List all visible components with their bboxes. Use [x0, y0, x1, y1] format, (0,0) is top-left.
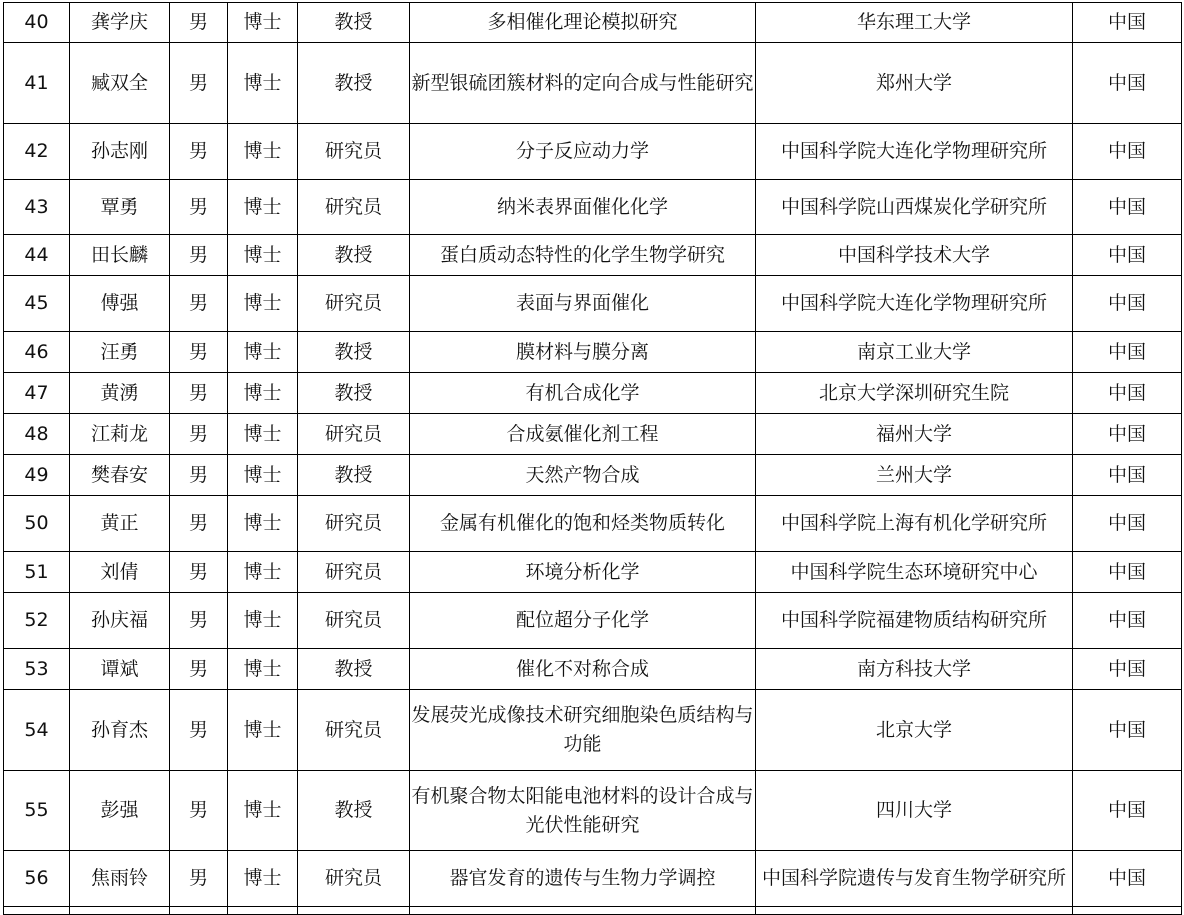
cell-country: 中国	[1073, 496, 1182, 552]
cell-country: 中国	[1073, 180, 1182, 235]
cell-degree: 博士	[228, 649, 298, 690]
cell-name: 臧双全	[70, 43, 170, 124]
cell-gender: 男	[170, 690, 228, 771]
cell-degree: 博士	[228, 552, 298, 593]
cell-partial	[228, 907, 298, 915]
cell-country: 中国	[1073, 593, 1182, 649]
cell-name: 彭强	[70, 771, 170, 851]
cell-research-field: 表面与界面催化	[410, 276, 756, 332]
cell-research-field: 有机合成化学	[410, 373, 756, 414]
table-row	[4, 235, 1182, 276]
cell-number: 48	[4, 414, 70, 455]
cell-research-field: 合成氨催化剂工程	[410, 414, 756, 455]
cell-title: 研究员	[298, 180, 410, 235]
cell-gender: 男	[170, 235, 228, 276]
cell-title: 教授	[298, 771, 410, 851]
awardee-table	[3, 2, 1182, 915]
cell-name: 江莉龙	[70, 414, 170, 455]
table-row-partial	[4, 907, 1182, 915]
cell-title: 研究员	[298, 552, 410, 593]
cell-number: 55	[4, 771, 70, 851]
cell-name: 焦雨铃	[70, 851, 170, 907]
cell-research-field: 金属有机催化的饱和烃类物质转化	[410, 496, 756, 552]
cell-country: 中国	[1073, 649, 1182, 690]
cell-name: 孙育杰	[70, 690, 170, 771]
cell-number: 56	[4, 851, 70, 907]
cell-country: 中国	[1073, 455, 1182, 496]
cell-degree: 博士	[228, 276, 298, 332]
cell-institution: 中国科学院遗传与发育生物学研究所	[756, 851, 1073, 907]
cell-name: 黄正	[70, 496, 170, 552]
cell-institution: 郑州大学	[756, 43, 1073, 124]
cell-institution: 中国科学院大连化学物理研究所	[756, 276, 1073, 332]
cell-title: 教授	[298, 3, 410, 43]
table-row	[4, 3, 1182, 43]
cell-name: 樊春安	[70, 455, 170, 496]
cell-research-field: 配位超分子化学	[410, 593, 756, 649]
cell-number: 42	[4, 124, 70, 180]
cell-title: 研究员	[298, 414, 410, 455]
cell-research-field: 蛋白质动态特性的化学生物学研究	[410, 235, 756, 276]
cell-institution: 南方科技大学	[756, 649, 1073, 690]
cell-country: 中国	[1073, 124, 1182, 180]
cell-gender: 男	[170, 496, 228, 552]
cell-name: 黄湧	[70, 373, 170, 414]
cell-gender: 男	[170, 180, 228, 235]
cell-research-field: 发展荧光成像技术研究细胞染色质结构与功能	[410, 690, 756, 771]
table-row	[4, 593, 1182, 649]
cell-degree: 博士	[228, 235, 298, 276]
cell-number: 50	[4, 496, 70, 552]
cell-partial	[298, 907, 410, 915]
cell-number: 40	[4, 3, 70, 43]
cell-title: 研究员	[298, 496, 410, 552]
cell-name: 田长麟	[70, 235, 170, 276]
cell-research-field: 纳米表界面催化化学	[410, 180, 756, 235]
cell-title: 研究员	[298, 593, 410, 649]
cell-gender: 男	[170, 332, 228, 373]
cell-degree: 博士	[228, 414, 298, 455]
table-row	[4, 851, 1182, 907]
cell-gender: 男	[170, 455, 228, 496]
cell-title: 教授	[298, 649, 410, 690]
cell-partial	[410, 907, 756, 915]
cell-gender: 男	[170, 552, 228, 593]
cell-number: 51	[4, 552, 70, 593]
cell-institution: 中国科学技术大学	[756, 235, 1073, 276]
table-row	[4, 43, 1182, 124]
cell-country: 中国	[1073, 851, 1182, 907]
cell-research-field: 分子反应动力学	[410, 124, 756, 180]
cell-degree: 博士	[228, 771, 298, 851]
cell-title: 研究员	[298, 124, 410, 180]
cell-country: 中国	[1073, 276, 1182, 332]
cell-country: 中国	[1073, 690, 1182, 771]
table-row	[4, 180, 1182, 235]
table-row	[4, 332, 1182, 373]
cell-title: 研究员	[298, 690, 410, 771]
cell-title: 教授	[298, 43, 410, 124]
cell-number: 53	[4, 649, 70, 690]
cell-number: 41	[4, 43, 70, 124]
table-row	[4, 771, 1182, 851]
cell-institution: 中国科学院山西煤炭化学研究所	[756, 180, 1073, 235]
cell-degree: 博士	[228, 332, 298, 373]
cell-gender: 男	[170, 649, 228, 690]
cell-country: 中国	[1073, 414, 1182, 455]
cell-name: 傅强	[70, 276, 170, 332]
cell-title: 教授	[298, 373, 410, 414]
cell-research-field: 有机聚合物太阳能电池材料的设计合成与光伏性能研究	[410, 771, 756, 851]
cell-institution: 兰州大学	[756, 455, 1073, 496]
cell-institution: 中国科学院上海有机化学研究所	[756, 496, 1073, 552]
cell-institution: 中国科学院福建物质结构研究所	[756, 593, 1073, 649]
cell-number: 54	[4, 690, 70, 771]
table-row	[4, 276, 1182, 332]
cell-gender: 男	[170, 124, 228, 180]
cell-number: 49	[4, 455, 70, 496]
cell-gender: 男	[170, 3, 228, 43]
cell-partial	[756, 907, 1073, 915]
table-row	[4, 649, 1182, 690]
cell-degree: 博士	[228, 43, 298, 124]
cell-gender: 男	[170, 43, 228, 124]
cell-number: 43	[4, 180, 70, 235]
cell-name: 谭斌	[70, 649, 170, 690]
cell-institution: 北京大学	[756, 690, 1073, 771]
cell-name: 汪勇	[70, 332, 170, 373]
cell-degree: 博士	[228, 496, 298, 552]
table-row	[4, 124, 1182, 180]
cell-degree: 博士	[228, 180, 298, 235]
cell-name: 孙志刚	[70, 124, 170, 180]
cell-partial	[70, 907, 170, 915]
cell-degree: 博士	[228, 3, 298, 43]
cell-research-field: 环境分析化学	[410, 552, 756, 593]
cell-partial	[4, 907, 70, 915]
table-row	[4, 373, 1182, 414]
cell-title: 研究员	[298, 276, 410, 332]
cell-country: 中国	[1073, 43, 1182, 124]
cell-degree: 博士	[228, 690, 298, 771]
cell-name: 覃勇	[70, 180, 170, 235]
cell-institution: 南京工业大学	[756, 332, 1073, 373]
cell-title: 教授	[298, 455, 410, 496]
table-row	[4, 455, 1182, 496]
cell-country: 中国	[1073, 3, 1182, 43]
cell-research-field: 催化不对称合成	[410, 649, 756, 690]
cell-gender: 男	[170, 771, 228, 851]
table-row	[4, 496, 1182, 552]
cell-institution: 中国科学院大连化学物理研究所	[756, 124, 1073, 180]
cell-institution: 四川大学	[756, 771, 1073, 851]
cell-institution: 中国科学院生态环境研究中心	[756, 552, 1073, 593]
table-row	[4, 690, 1182, 771]
cell-country: 中国	[1073, 373, 1182, 414]
table-row	[4, 414, 1182, 455]
cell-gender: 男	[170, 414, 228, 455]
cell-degree: 博士	[228, 373, 298, 414]
cell-number: 47	[4, 373, 70, 414]
cell-partial	[170, 907, 228, 915]
cell-title: 研究员	[298, 851, 410, 907]
cell-number: 45	[4, 276, 70, 332]
cell-partial	[1073, 907, 1182, 915]
cell-institution: 福州大学	[756, 414, 1073, 455]
cell-country: 中国	[1073, 771, 1182, 851]
cell-country: 中国	[1073, 235, 1182, 276]
cell-title: 教授	[298, 235, 410, 276]
cell-degree: 博士	[228, 455, 298, 496]
cell-degree: 博士	[228, 593, 298, 649]
cell-country: 中国	[1073, 332, 1182, 373]
cell-number: 46	[4, 332, 70, 373]
cell-gender: 男	[170, 373, 228, 414]
cell-research-field: 天然产物合成	[410, 455, 756, 496]
cell-degree: 博士	[228, 124, 298, 180]
cell-institution: 华东理工大学	[756, 3, 1073, 43]
cell-name: 孙庆福	[70, 593, 170, 649]
cell-research-field: 膜材料与膜分离	[410, 332, 756, 373]
cell-degree: 博士	[228, 851, 298, 907]
table-body	[4, 3, 1182, 915]
cell-institution: 北京大学深圳研究生院	[756, 373, 1073, 414]
cell-name: 刘倩	[70, 552, 170, 593]
cell-title: 教授	[298, 332, 410, 373]
cell-name: 龚学庆	[70, 3, 170, 43]
cell-gender: 男	[170, 851, 228, 907]
cell-research-field: 多相催化理论模拟研究	[410, 3, 756, 43]
cell-research-field: 新型银硫团簇材料的定向合成与性能研究	[410, 43, 756, 124]
cell-number: 52	[4, 593, 70, 649]
cell-number: 44	[4, 235, 70, 276]
table-row	[4, 552, 1182, 593]
cell-country: 中国	[1073, 552, 1182, 593]
cell-gender: 男	[170, 593, 228, 649]
cell-gender: 男	[170, 276, 228, 332]
cell-research-field: 器官发育的遗传与生物力学调控	[410, 851, 756, 907]
